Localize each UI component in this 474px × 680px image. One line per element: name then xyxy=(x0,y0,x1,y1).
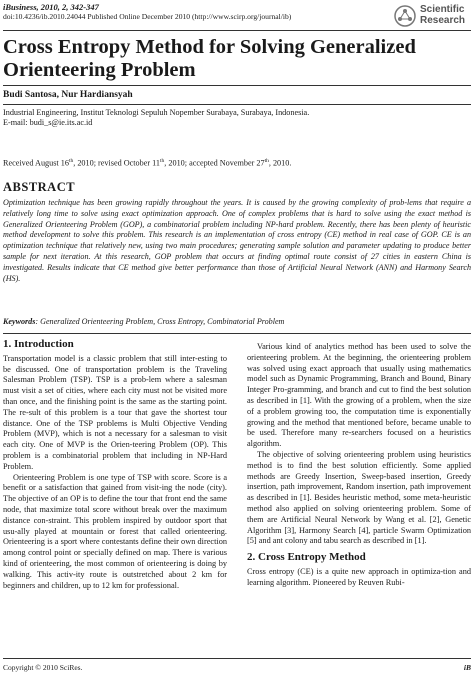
publisher-logo xyxy=(394,3,472,29)
abstract-heading: ABSTRACT xyxy=(3,180,76,194)
header-rule xyxy=(3,30,471,31)
ce-paragraph-1: Cross entropy (CE) is a quite new approach in optimiza-tion and learning algorithm. Pioneered by Reuven Rubi- xyxy=(247,566,471,587)
received-c-sup: th xyxy=(264,158,269,164)
intro-paragraph-2: Orienteering Problem is one type of TSP with score. Score is a benefit or a satisfaction that gained from visit-ing the node (city). The objective of an OP is to define the tour that front end the same node, that maximize total score without break over the maximum distance con-straint. This problem inspired by outdoor sport that usu-ally played at mountain or forest that called orienteering. Orienteering is a sport where contestants define their own direction among control point or specially defined on map. There is various kind of orienteering, the most common of orienteering is doing by walking. This activ-ity route is outstretched about 2 km for beginners and children, up to 12 km for professional. xyxy=(3,472,227,590)
footer-journal: iB xyxy=(463,663,471,672)
keywords xyxy=(3,317,471,326)
section-2-heading: 2. Cross Entropy Method xyxy=(247,551,366,564)
footer-copyright: Copyright © 2010 SciRes. xyxy=(3,663,83,672)
received-a: Received August 16 xyxy=(3,158,69,168)
received-a-sup: th xyxy=(68,158,74,164)
authors-rule xyxy=(3,104,471,105)
intro-paragraph-4: The objective of solving orienteering problem using heuristics method is to find the best solution efficiently. Some applied methods are Greedy Insertion, Sweep-based insertion, Greedy insertion, path improvement, Random insertion, path improvement as described in [1]. Besides heuristic method, some meta-heuristic method also applied on solving orienteering problem. Some of them are Artificial Neural Network by Wang et al. [2], Genetic Algorithm [3], Harmony Search [4], particle Swarm Optimization [5] and ant colony and tabu search as described in [1]. xyxy=(247,449,471,546)
received-d: , 2010. xyxy=(268,158,292,168)
paper-title xyxy=(3,36,471,82)
left-column xyxy=(3,339,227,591)
paper-title-line-2: Orienteering Problem xyxy=(3,59,196,81)
email: E-mail: budi_s@ie.its.ac.id xyxy=(3,118,93,127)
received-c: , 2010; accepted November 27 xyxy=(164,158,265,168)
received-dates xyxy=(3,156,291,169)
intro-paragraph-1: Transportation model is a classic problem that still inter-esting to be discussed. One of transportation problem is the Traveling Salesman Problem (TSP). TSP is a prob-lem where a salesman must visit a set of cities, where each city must not be visited more than once, and the finishing point is the same as the starting point. The re-sult of this problem is a tour that gave the shortest tour distance. One of the TSP problems is Multi Objective Vending Problem (MVP), which is not a necessary for a salesman to visit each city. One of MVP is the Orien-teering Problem (OP). This problem is a combinatorial problem that including in NP-Hard Problem. xyxy=(3,353,227,471)
abstract-body: Optimization technique has been growing rapidly throughout the years. It is caused by the growing complexity of prob-lems that require a relatively long time to solve using exact optimization approach. One of complex problems that is hard to solve using the exact method is Generalized Orienteering Problem (GOP), a combinatorial problem including NP-hard problem. Recently, there has been plenty of heuristic method development to solve this problem. This research is an implementation of cross entropy (CE) method in real case of GOP. CE is an optimization technique that relatively new, using two main procedures; generating sample solution and parameter updating to produce better sample for next iteration. At this research, GOP problem that occurs at finding optimal route consist of 27 cities in eastern China is investigated. Results indicate that CE method give better performance than those of Artificial Neural Network (ANN) and Harmony Search (HS). xyxy=(3,198,471,283)
footer-rule xyxy=(3,658,471,659)
doi-line: doi:10.4236/ib.2010.24044 Published Online December 2010 (http://www.scirp.org/journal/ib) xyxy=(3,12,292,21)
right-column xyxy=(247,342,471,589)
received-b-sup: th xyxy=(160,158,165,164)
title-rule xyxy=(3,85,471,86)
keywords-label: Keywords xyxy=(3,317,36,326)
paper-title-line-1: Cross Entropy Method for Solving Generalized xyxy=(3,36,416,58)
logo-line-1: Scientific xyxy=(420,4,465,15)
journal-citation: iBusiness, 2010, 2, 342-347 xyxy=(3,2,99,12)
authors: Budi Santosa, Nur Hardiansyah xyxy=(3,90,133,100)
intro-paragraph-3: Various kind of analytics method has been used to solve the orienteering problem. At the beginning, the orienteering problem was solved using exact approach that usually using mathematics model such as Dynamic Programming, Branch and Bound, Binary Integer Pro-gramming, and branch and cut to find the best solution as described in [1]. With the growing of a problem, when the size of a problem growing too, the computation time is exponentially growing and the method that mentioned before, became unable to be used. Therefore many re-searchers focused on a heuristics algorithm. xyxy=(247,342,471,449)
received-b: , 2010; revised October 11 xyxy=(73,158,161,168)
publisher-logo-icon xyxy=(394,5,416,27)
publisher-logo-text xyxy=(420,4,465,26)
section-1-heading: 1. Introduction xyxy=(3,338,74,350)
logo-line-2: Research xyxy=(420,15,466,26)
keywords-rule xyxy=(3,333,471,334)
affiliation: Industrial Engineering, Institut Teknologi Sepuluh Nopember Surabaya, Surabaya, Indonesia. xyxy=(3,108,310,117)
keywords-text: : Generalized Orienteering Problem, Cross Entropy, Combinatorial Problem xyxy=(35,317,285,326)
